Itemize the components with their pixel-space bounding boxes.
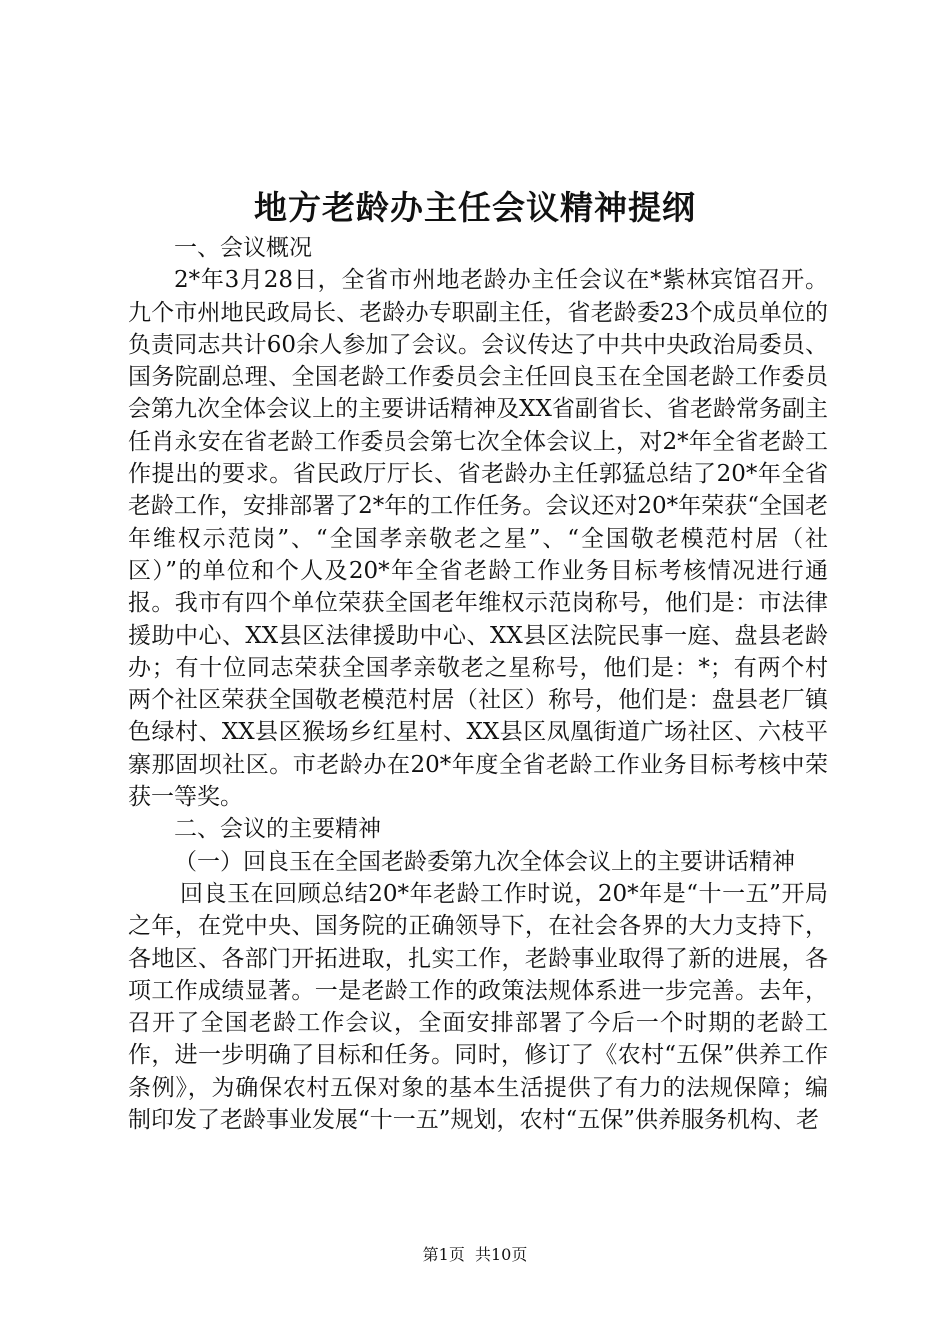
subsection-heading: （一）回良玉在全国老龄委第九次全体会议上的主要讲话精神 [174,848,795,875]
total-pages-number: 10 [491,1245,512,1264]
current-page-number: 1 [438,1245,449,1264]
document-body [128,232,828,1136]
body-paragraph: 回良玉在回顾总结20*年老龄工作时说，20*年是“十一五”开局之年，在党中央、国务院的正确领导下，在社会各界的大力支持下，各地区、各部门开拓进取，扎实工作，老龄事业取得了新的进展，各项工作成绩显著。一是老龄工作的政策法规体系进一步完善。去年，召开了全国老龄工作会议，全面安排部署了今后一个时期的老龄工作，进一步明确了目标和任务。同时，修订了《农村“五保”供养工作条例》，为确保农村五保对象的基本生活提供了有力的法规保障；编制印发了老龄事业发展“十一五”规划，农村“五保”供养服务机构、老 [128,880,828,1134]
section-heading: 一、会议概况 [174,235,312,261]
page-label-prefix: 第 [422,1245,439,1264]
section-heading: 二、会议的主要精神 [174,816,381,843]
page-label-mid: 页 共 [448,1245,491,1264]
document-title: 地方老龄办主任会议精神提纲 [254,188,696,227]
page-label-suffix: 页 [511,1245,528,1264]
page-footer [0,1244,950,1266]
body-paragraph: 2*年3月28日，全省市州地老龄办主任会议在*紫林宾馆召开。九个市州地民政局长、老龄办专职副主任，省老龄委23个成员单位的负责同志共计60余人参加了会议。会议传达了中共中央政治局委员、国务院副总理、全国老龄工作委员会主任回良玉在全国老龄工作委员会第九次全体会议上的主要讲话精神及XX省副省长、省老龄常务副主任肖永安在省老龄工作委员会第七次全体会议上，对2*年全省老龄工作提出的要求。省民政厅厅长、省老龄办主任郭猛总结了20*年全省老龄工作，安排部署了2*年的工作任务。会议还对20*年荣获“全国老年维权示范岗”、“全国孝亲敬老之星”、“全国敬老模范村居（社区）”的单位和个人及20*年全省老龄工作业务目标考核情况进行通报。我市有四个单位荣获全国老年维权示范岗称号，他们是：市法律援助中心、XX县区法律援助中心、XX县区法院民事一庭、盘县老龄办；有十位同志荣获全国孝亲敬老之星称号，他们是：*；有两个村两个社区荣获全国敬老模范村居（社区）称号，他们是：盘县老厂镇色绿村、XX县区猴场乡红星村、XX县区凤凰街道广场社区、六枝平寨那固坝社区。市老龄办在20*年度全省老龄工作业务目标考核中荣获一等奖。 [128,267,828,811]
